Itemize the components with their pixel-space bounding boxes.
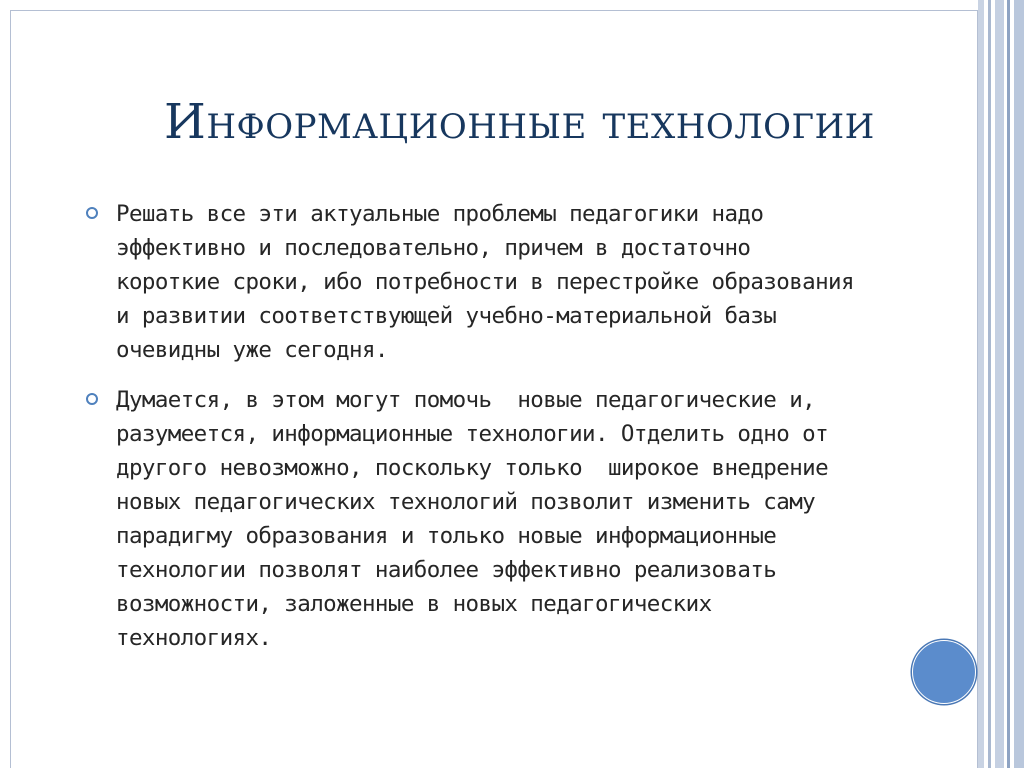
bullet-line: парадигму образования и только новые информационные	[116, 523, 777, 549]
bullet-item	[86, 383, 946, 655]
decorative-stripes	[978, 0, 1024, 768]
bullet-line: и развитии соответствующей учебно-материальной базы	[116, 303, 777, 329]
stripe	[988, 0, 991, 768]
bullet-line: очевидны уже сегодня.	[116, 337, 388, 363]
bullet-list	[86, 197, 946, 671]
stripe	[1007, 0, 1010, 768]
bullet-item	[86, 197, 946, 367]
bullet-line: другого невозможно, поскольку только широкое внедрение	[116, 455, 829, 481]
bullet-text	[116, 197, 946, 367]
bullet-icon	[86, 393, 98, 405]
bullet-line: технологии позволят наиболее эффективно реализовать	[116, 557, 777, 583]
bullet-line: Думается, в этом могут помочь новые педагогические и,	[116, 387, 816, 413]
bullet-text	[116, 383, 946, 655]
bullet-icon	[86, 207, 98, 219]
bullet-line: технологиях.	[116, 625, 272, 651]
stripe	[1014, 0, 1024, 768]
slide-title: Информационные технологии	[164, 94, 875, 150]
bullet-line: новых педагогических технологий позволит изменить саму	[116, 489, 816, 515]
decorative-circle	[912, 640, 976, 704]
bullet-line: эффективно и последовательно, причем в достаточно	[116, 235, 751, 261]
bullet-line: Решать все эти актуальные проблемы педагогики надо	[116, 201, 764, 227]
bullet-line: разумеется, информационные технологии. Отделить одно от	[116, 421, 829, 447]
bullet-line: короткие сроки, ибо потребности в перестройке образования	[116, 269, 854, 295]
bullet-line: возможности, заложенные в новых педагогических	[116, 591, 712, 617]
stripe	[995, 0, 1004, 768]
